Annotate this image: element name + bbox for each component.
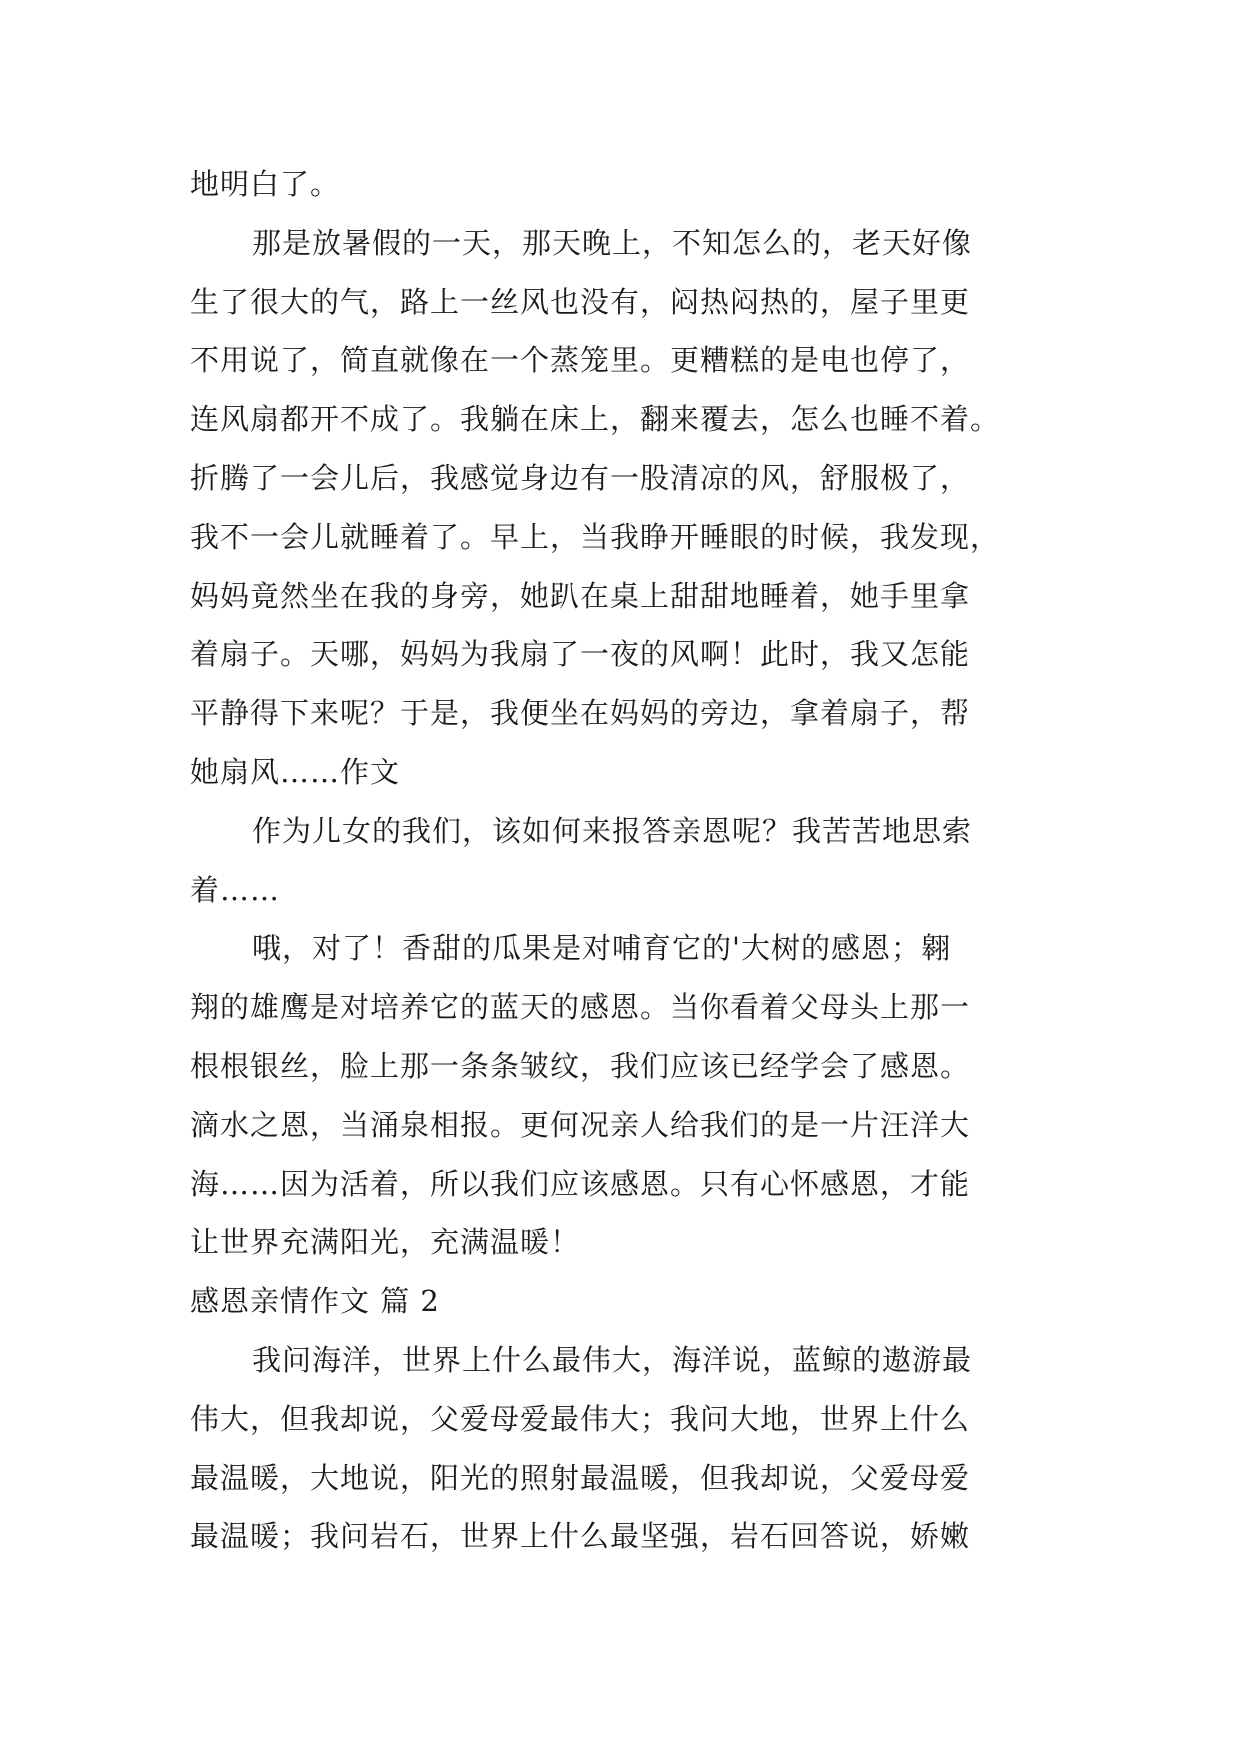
text-line: 感恩亲情作文 篇 2: [190, 1284, 440, 1319]
text-line: 翔的雄鹰是对培养它的蓝天的感恩。当你看着父母头上那一: [190, 990, 971, 1025]
document-body: [190, 155, 1050, 1566]
text-line: 妈妈竟然坐在我的身旁，她趴在桌上甜甜地睡着，她手里拿: [190, 578, 971, 613]
text-line: 平静得下来呢？于是，我便坐在妈妈的旁边，拿着扇子，帮: [190, 696, 971, 731]
text-line: 滴水之恩，当涌泉相报。更何况亲人给我们的是一片汪洋大: [190, 1107, 971, 1142]
text-line: 不用说了，简直就像在一个蒸笼里。更糟糕的是电也停了，: [190, 343, 971, 378]
text-line: 伟大，但我却说，父爱母爱最伟大；我问大地，世界上什么: [190, 1401, 971, 1436]
text-line: 生了很大的气，路上一丝风也没有，闷热闷热的，屋子里更: [190, 284, 971, 319]
text-line: 最温暖；我问岩石，世界上什么最坚强，岩石回答说，娇嫩: [190, 1519, 971, 1554]
paragraph-start-line: 作为儿女的我们，该如何来报答亲恩呢？我苦苦地思索: [252, 813, 973, 848]
text-line: 地明白了。: [190, 167, 341, 201]
text-line: 海……因为活着，所以我们应该感恩。只有心怀感恩，才能: [190, 1166, 971, 1201]
text-line: 连风扇都开不成了。我躺在床上，翻来覆去，怎么也睡不着。: [190, 402, 1001, 437]
paragraph-start-line: 哦，对了！香甜的瓜果是对哺育它的'大树的感恩；翱: [252, 931, 951, 966]
text-line: 折腾了一会儿后，我感觉身边有一股清凉的风，舒服极了，: [190, 460, 971, 495]
text-line: 她扇风……作文: [190, 754, 401, 789]
paragraph-start-line: 那是放暑假的一天，那天晚上，不知怎么的，老天好像: [252, 225, 973, 260]
text-line: 着扇子。天哪，妈妈为我扇了一夜的风啊！此时，我又怎能: [190, 637, 971, 672]
text-line: 最温暖，大地说，阳光的照射最温暖，但我却说，父爱母爱: [190, 1460, 971, 1495]
text-line: 根根银丝，脸上那一条条皱纹，我们应该已经学会了感恩。: [190, 1048, 971, 1083]
paragraph-start-line: 我问海洋，世界上什么最伟大，海洋说，蓝鲸的遨游最: [252, 1342, 973, 1377]
text-line: 着……: [190, 872, 281, 907]
text-line: 我不一会儿就睡着了。早上，当我睁开睡眼的时候，我发现，: [190, 519, 1001, 554]
text-line: 让世界充满阳光，充满温暖！: [190, 1225, 581, 1260]
